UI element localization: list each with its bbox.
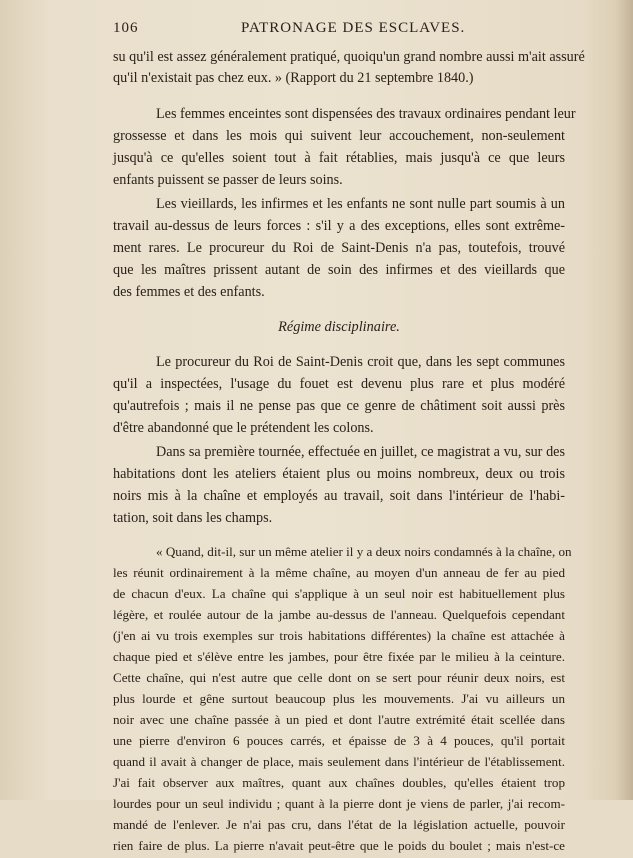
text-line: tation, soit dans les champs. — [113, 510, 273, 526]
quoted-line: plus lourde et gêne surtout beaucoup plus les mouvements. J'ai vu ailleurs un — [113, 691, 565, 706]
text-line: des femmes et des enfants. — [113, 284, 265, 300]
text-line: su qu'il est assez généralement pratiqué, quoiqu'un grand nombre aussi m'ait assuré — [113, 49, 585, 65]
quoted-line: lourdes pour un seul individu ; quant à la pierre dont je viens de parler, j'ai recom- — [113, 796, 565, 811]
quoted-line: quand il avait à changer de place, mais seulement dans l'intérieur de l'établissement. — [113, 754, 565, 769]
text-line: travail au-dessus de leurs forces : s'il y a des exceptions, elles sont extrême- — [113, 218, 565, 234]
text-line: enfants puissent se passer de leurs soins. — [113, 172, 343, 188]
page-edge-shadow — [615, 0, 633, 800]
text-line: que les maîtres prissent autant de soin des infirmes et des vieillards que — [113, 262, 565, 278]
quoted-line: légère, et roulée autour de la jambe au-dessus de l'anneau. Quelquefois cependant — [113, 607, 565, 622]
page-number: 106 — [113, 20, 139, 36]
quoted-line: chaque pied et s'élève entre les jambes, pour être fixée par le milieu à la ceinture. — [113, 649, 565, 664]
quoted-line: mandé de l'enlever. Je n'ai pas cru, dans l'état de la législation actuelle, pouvoir — [113, 817, 565, 832]
quoted-line: les réunit ordinairement à la même chaîne, au moyen d'un anneau de fer au pied — [113, 565, 565, 580]
text-line: Les femmes enceintes sont dispensées des travaux ordinaires pendant leur — [156, 106, 576, 122]
text-line: qu'il n'existait pas chez eux. » (Rapport du 21 septembre 1840.) — [113, 70, 474, 86]
text-line: Le procureur du Roi de Saint-Denis croit que, dans les sept communes — [156, 354, 565, 370]
quoted-line: Cette chaîne, qui n'est autre que celle dont on se sert pour réunir deux noirs, est — [113, 670, 565, 685]
text-line: d'être abandonné que le prétendent les colons. — [113, 420, 374, 436]
text-line: noirs mis à la chaîne et employés au travail, soit dans l'intérieur de l'habi- — [113, 488, 565, 504]
text-line: jusqu'à ce qu'elles soient tout à fait rétablies, mais jusqu'à ce que leurs — [113, 150, 565, 166]
quoted-line: J'ai fait observer aux maîtres, quant aux chaînes doubles, qu'elles étaient trop — [113, 775, 565, 790]
quoted-line: « Quand, dit-il, sur un même atelier il y a deux noirs condamnés à la chaîne, on — [156, 544, 572, 559]
page-header — [113, 20, 565, 44]
section-heading: Régime disciplinaire. — [278, 319, 400, 335]
quoted-line: une pierre d'environ 6 pouces carrés, et épaisse de 3 à 4 pouces, qu'il portait — [113, 733, 565, 748]
text-line: ment rares. Le procureur du Roi de Saint-Denis n'a pas, toutefois, trouvé — [113, 240, 565, 256]
text-line: qu'autrefois ; mais il ne pense pas que ce genre de châtiment soit aussi près — [113, 398, 565, 414]
running-title: PATRONAGE DES ESCLAVES. — [241, 20, 466, 36]
text-line: Les vieillards, les infirmes et les enfants ne sont nulle part soumis à un — [156, 196, 565, 212]
quoted-line: rien faire de plus. La pierre n'avait peut-être que le poids du boulet ; mais n'est-ce — [113, 838, 565, 853]
text-line: qu'il a inspectées, l'usage du fouet est devenu plus rare et plus modéré — [113, 376, 565, 392]
quoted-line: noir avec une chaîne passée à un pied et dont l'autre extrémité était scellée dans — [113, 712, 565, 727]
text-line: Dans sa première tournée, effectuée en juillet, ce magistrat a vu, sur des — [156, 444, 565, 460]
quoted-line: de chacun d'eux. La chaîne qui s'applique à un seul noir est habituellement plus — [113, 586, 565, 601]
quoted-line: (j'en ai vu trois exemples sur trois habitations différentes) la chaîne est attachée à — [113, 628, 565, 643]
text-line: grossesse et dans les mois qui suivent leur accouchement, non-seulement — [113, 128, 565, 144]
text-line: habitations dont les ateliers étaient plus ou moins nombreux, deux ou trois — [113, 466, 565, 482]
